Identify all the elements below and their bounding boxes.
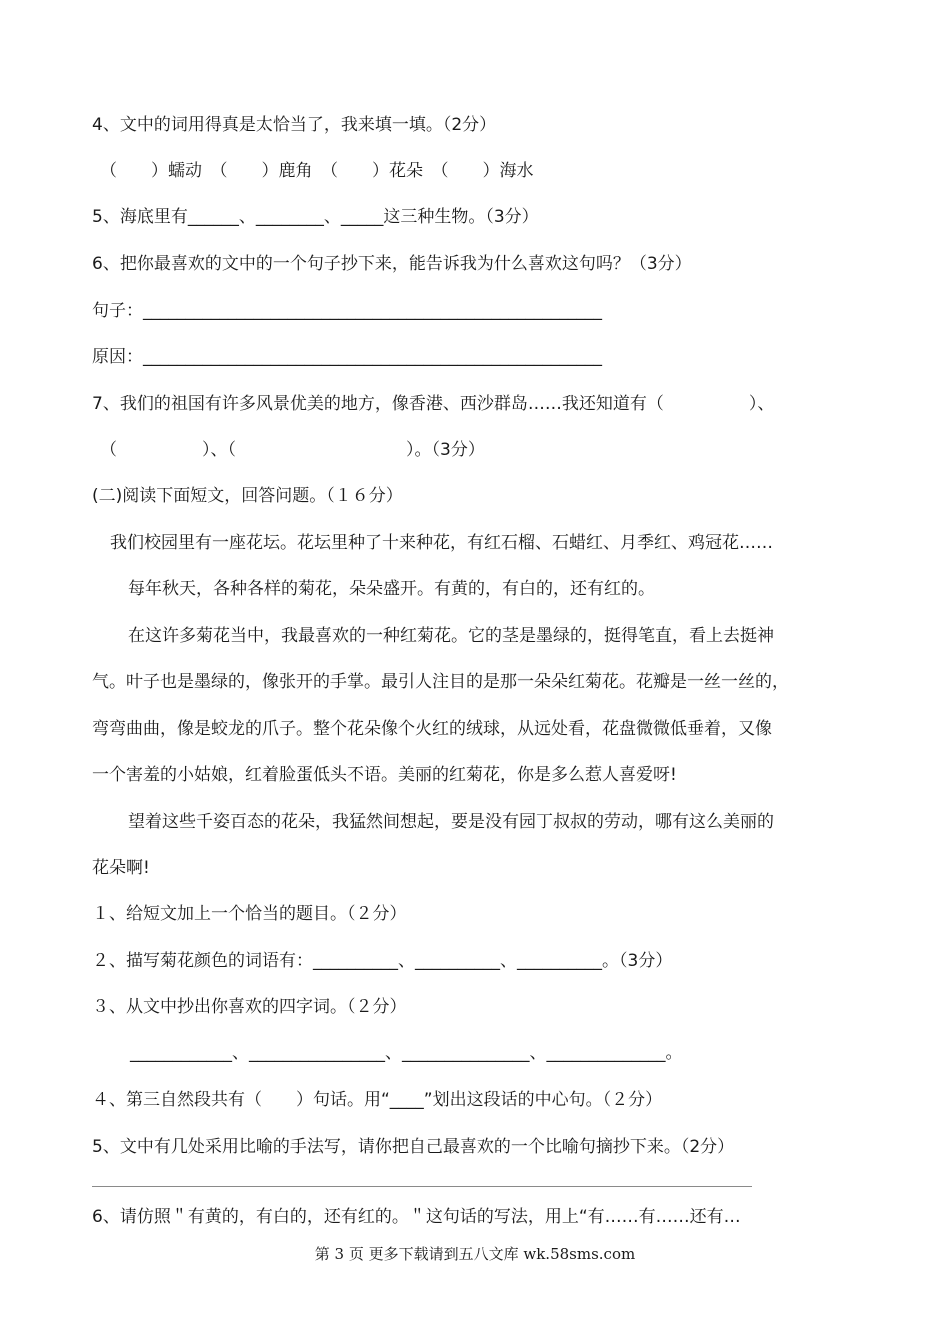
reading-question-2: ２、描写菊花颜色的词语有：__________、__________、__________。（3分） bbox=[92, 951, 673, 971]
four-char-words-blanks: ____________、________________、_______________、______________。 bbox=[130, 1043, 683, 1063]
question-5: 5、海底里有______、________、_____这三种生物。（3分） bbox=[92, 207, 539, 227]
question-4: 4、文中的词用得真是太恰当了，我来填一填。（2分） bbox=[92, 115, 497, 135]
question-7: 7、我们的祖国有许多风景优美的地方，像香港、西沙群岛……我还知道有（ ）、 bbox=[92, 394, 775, 414]
passage-line: 一个害羞的小姑娘，红着脸蛋低头不语。美丽的红菊花，你是多么惹人喜爱呀! bbox=[92, 765, 677, 785]
question-6: 6、把你最喜欢的文中的一个句子抄下来，能告诉我为什么喜欢这句吗？（3分） bbox=[92, 254, 692, 274]
passage-line: 气。叶子也是墨绿的，像张开的手掌。最引人注目的是那一朵朵红菊花。花瓣是一丝一丝的， bbox=[92, 672, 789, 692]
reading-question-5: 5、文中有几处采用比喻的手法写，请你把自己最喜欢的一个比喻句摘抄下来。（2分） bbox=[92, 1137, 735, 1157]
reading-question-1: １、给短文加上一个恰当的题目。（２分） bbox=[92, 904, 407, 924]
reading-question-6: 6、请仿照＂有黄的，有白的，还有红的。＂这句话的写法，用上“有……有……还有… bbox=[92, 1207, 741, 1227]
reading-question-3: ３、从文中抄出你喜欢的四字词。（２分） bbox=[92, 997, 407, 1017]
passage-line: 望着这些千姿百态的花朵，我猛然间想起，要是没有园丁叔叔的劳动，哪有这么美丽的 bbox=[128, 812, 774, 832]
sentence-line: 句子：______________________________________________________ bbox=[92, 301, 602, 321]
passage-line: 每年秋天，各种各样的菊花，朵朵盛开。有黄的，有白的，还有红的。 bbox=[128, 579, 655, 599]
reading-question-4: ４、第三自然段共有（ ）句话。用“____”划出这段话的中心句。（２分） bbox=[92, 1090, 663, 1110]
page-footer: 第 3 页 更多下载请到五八文库 wk.58sms.com bbox=[314, 1245, 636, 1263]
reading-heading: (二)阅读下面短文，回答问题。（１６分） bbox=[92, 486, 403, 506]
question-7-continued: （ ）、（ ）。（3分） bbox=[100, 440, 485, 460]
passage-line: 弯弯曲曲，像是蛟龙的爪子。整个花朵像个火红的绒球，从远处看，花盘微微低垂着，又像 bbox=[92, 719, 772, 739]
answer-line bbox=[92, 1186, 752, 1187]
passage-line: 在这许多菊花当中，我最喜欢的一种红菊花。它的茎是墨绿的，挺得笔直，看上去挺神 bbox=[128, 626, 774, 646]
reason-line: 原因：______________________________________________________ bbox=[92, 347, 602, 367]
passage-line: 我们校园里有一座花坛。花坛里种了十来种花，有红石榴、石蜡红、月季红、鸡冠花…… bbox=[110, 533, 773, 553]
question-4-blanks: （ ）蠕动 （ ）鹿角 （ ）花朵 （ ）海水 bbox=[100, 161, 534, 181]
passage-line: 花朵啊! bbox=[92, 858, 150, 878]
